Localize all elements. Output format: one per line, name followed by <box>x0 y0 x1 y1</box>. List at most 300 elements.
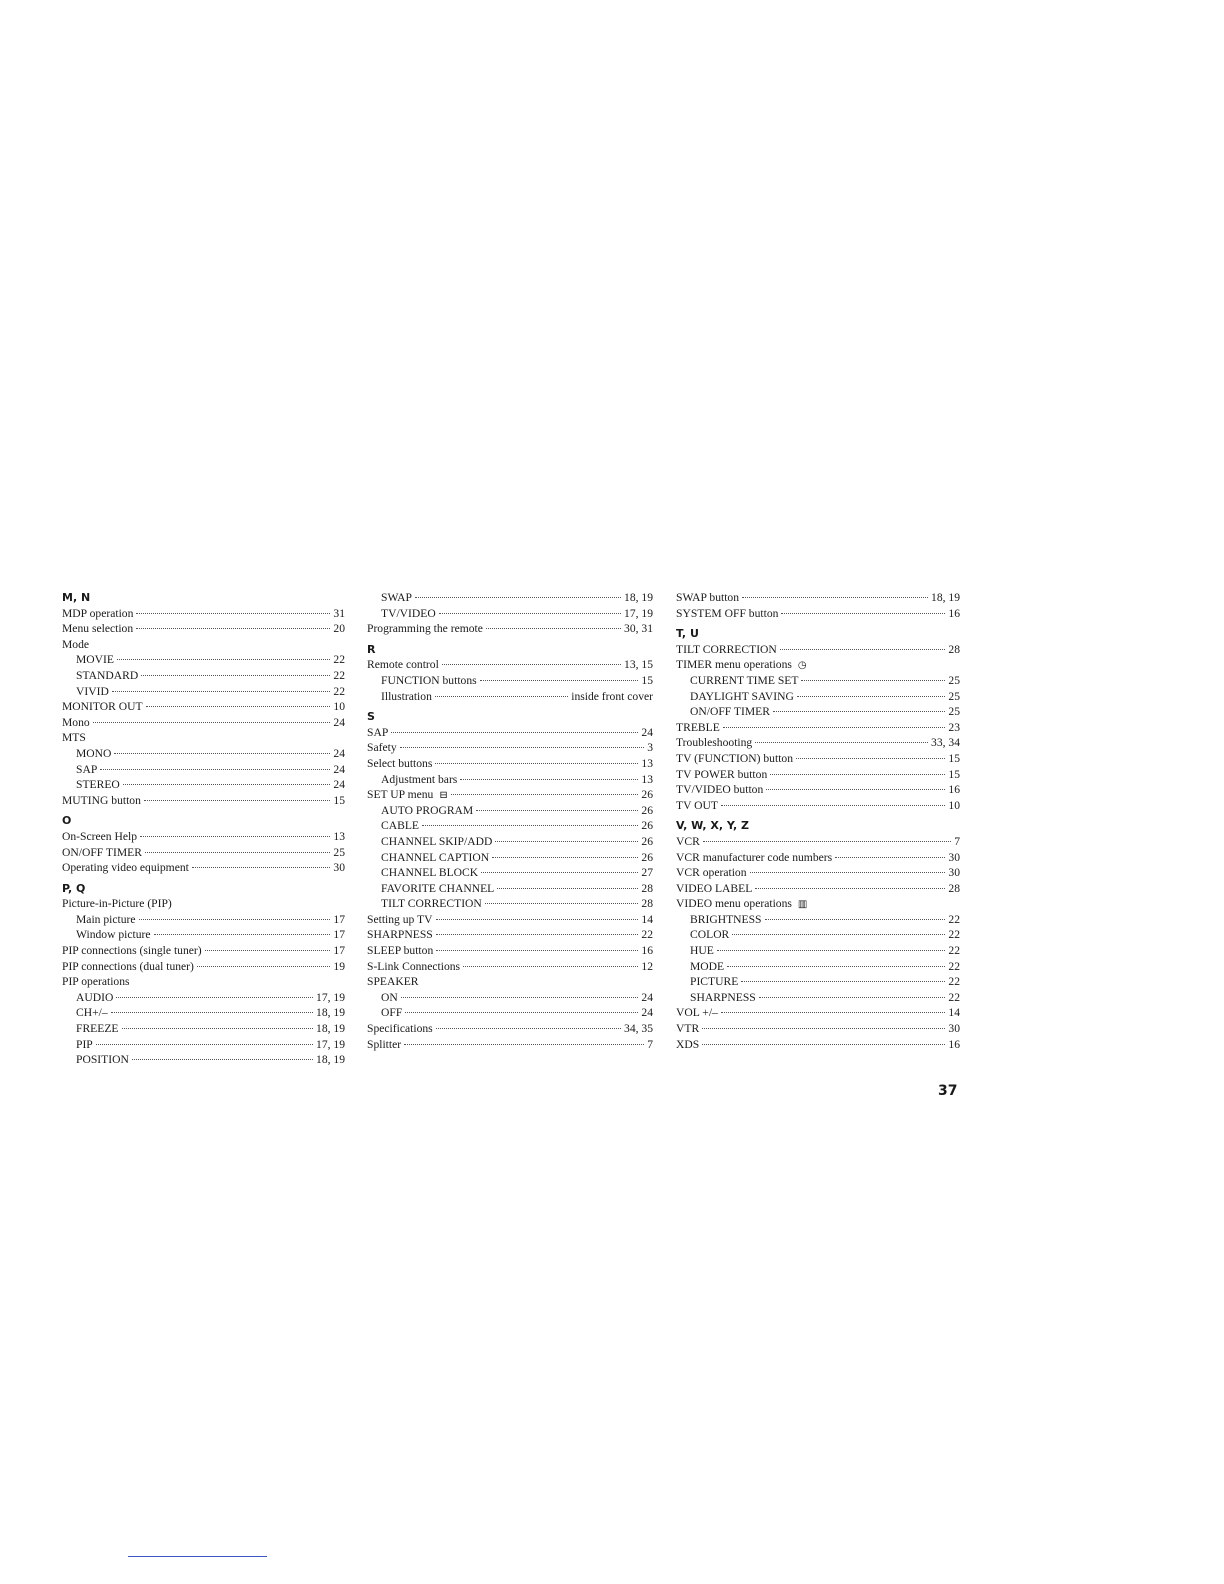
leader-dots <box>192 867 331 868</box>
index-entry <box>676 834 960 850</box>
entry-label: SET UP menu <box>367 788 434 802</box>
entry-page-ref: 20 <box>333 622 345 636</box>
entry-label: VIDEO LABEL <box>676 881 753 895</box>
leader-dots <box>770 774 945 775</box>
leader-dots <box>205 950 331 951</box>
entry-label: CHANNEL BLOCK <box>381 866 479 880</box>
entry-label: Remote control <box>367 658 439 672</box>
entry-label: Mode <box>62 637 90 651</box>
entry-label: VCR operation <box>676 866 747 880</box>
index-subentry <box>367 772 653 788</box>
leader-dots <box>404 1044 644 1045</box>
entry-page-ref: 18, 19 <box>931 591 960 604</box>
index-entry <box>676 735 960 751</box>
entry-label: SLEEP button <box>367 944 434 958</box>
leader-dots <box>442 664 621 665</box>
leader-dots <box>401 997 639 998</box>
leader-dots <box>755 742 928 743</box>
entry-page-ref: 17, 19 <box>316 1037 345 1051</box>
leader-dots <box>146 706 331 707</box>
index-entry <box>676 720 960 736</box>
leader-dots <box>93 722 331 723</box>
entry-label: TILT CORRECTION <box>381 897 482 911</box>
entry-page-ref: 28 <box>641 881 653 895</box>
index-entry <box>367 756 653 772</box>
index-entry <box>676 590 960 606</box>
leader-dots <box>439 613 621 614</box>
leader-dots <box>476 810 638 811</box>
index-subentry <box>62 927 345 943</box>
leader-dots <box>766 789 945 790</box>
entry-page-ref: 33, 34 <box>931 736 960 750</box>
leader-dots <box>132 1059 313 1060</box>
index-subentry <box>62 777 345 793</box>
index-subentry <box>367 990 653 1006</box>
entry-label: VCR manufacturer code numbers <box>676 850 833 864</box>
leader-dots <box>703 841 951 842</box>
entry-page-ref: 25 <box>948 673 960 687</box>
index-subentry <box>367 865 653 881</box>
entry-page-ref: 26 <box>641 803 653 817</box>
entry-page-ref: 26 <box>641 819 653 833</box>
entry-page-ref: 30 <box>948 866 960 880</box>
entry-label: VCR <box>676 834 700 848</box>
index-subentry <box>62 762 345 778</box>
leader-dots <box>460 779 638 780</box>
index-subentry <box>62 1052 345 1068</box>
leader-dots <box>702 1028 945 1029</box>
index-subentry <box>676 912 960 928</box>
entry-page-ref: 14 <box>641 912 653 926</box>
entry-page-ref: 34, 35 <box>624 1022 653 1036</box>
leader-dots <box>197 966 331 967</box>
leader-dots <box>732 934 945 935</box>
entry-label: MODE <box>690 959 725 973</box>
leader-dots <box>136 628 330 629</box>
entry-page-ref: inside front cover <box>571 689 653 703</box>
entry-label: Specifications <box>367 1022 433 1036</box>
entry-page-ref: 17 <box>333 928 345 942</box>
entry-page-ref: 24 <box>641 725 653 739</box>
entry-label: On-Screen Help <box>62 829 138 843</box>
index-column-1 <box>62 590 345 1068</box>
entry-page-ref: 12 <box>641 959 653 973</box>
entry-label: ON <box>381 990 398 1004</box>
index-subentry <box>676 959 960 975</box>
entry-page-ref: 16 <box>948 606 960 620</box>
entry-page-ref: 22 <box>333 668 345 682</box>
entry-page-ref: 15 <box>641 673 653 687</box>
index-entry <box>676 850 960 866</box>
entry-page-ref: 28 <box>948 881 960 895</box>
entry-page-ref: 26 <box>641 788 653 802</box>
entry-label: PIP connections (single tuner) <box>62 944 202 958</box>
leader-dots <box>780 649 946 650</box>
entry-label: VIVID <box>76 684 109 698</box>
index-subentry <box>367 850 653 866</box>
entry-label: CURRENT TIME SET <box>690 673 799 687</box>
entry-page-ref: 16 <box>641 944 653 958</box>
entry-label: Picture-in-Picture (PIP) <box>62 897 172 911</box>
entry-page-ref: 17 <box>333 912 345 926</box>
index-entry <box>62 974 345 990</box>
index-entry <box>676 1005 960 1021</box>
entry-page-ref: 17, 19 <box>316 990 345 1004</box>
index-entry <box>62 845 345 861</box>
leader-dots <box>750 872 946 873</box>
entry-label: TV/VIDEO button <box>676 783 764 797</box>
entry-label: SHARPNESS <box>367 928 433 942</box>
entry-page-ref: 22 <box>948 990 960 1004</box>
index-entry <box>367 943 653 959</box>
index-subentry <box>367 606 653 622</box>
entry-page-ref: 31 <box>333 606 345 620</box>
entry-page-ref: 10 <box>948 798 960 812</box>
footer-rule <box>128 1556 267 1557</box>
entry-label: ON/OFF TIMER <box>690 705 770 719</box>
leader-dots <box>781 613 945 614</box>
index-subentry <box>676 704 960 720</box>
leader-dots <box>436 919 639 920</box>
index-entry <box>62 829 345 845</box>
leader-dots <box>727 966 945 967</box>
entry-label: DAYLIGHT SAVING <box>690 689 794 703</box>
index-subentry <box>367 818 653 834</box>
entry-label: COLOR <box>690 928 730 942</box>
entry-label: SWAP button <box>676 591 740 604</box>
leader-dots <box>391 732 638 733</box>
entry-page-ref: 30, 31 <box>624 622 653 636</box>
leader-dots <box>835 857 945 858</box>
entry-label: AUTO PROGRAM <box>381 803 474 817</box>
leader-dots <box>144 800 331 801</box>
index-entry <box>676 767 960 783</box>
entry-page-ref: 14 <box>948 1006 960 1020</box>
leader-dots <box>436 950 638 951</box>
page-number: 37 <box>938 1083 958 1099</box>
entry-label: PIP connections (dual tuner) <box>62 959 194 973</box>
entry-label: MTS <box>62 731 86 745</box>
entry-label: TILT CORRECTION <box>676 642 777 656</box>
entry-page-ref: 26 <box>641 850 653 864</box>
entry-label: S-Link Connections <box>367 959 461 973</box>
section-heading: O <box>62 814 72 828</box>
entry-label: FAVORITE CHANNEL <box>381 881 495 895</box>
index-entry <box>62 793 345 809</box>
index-subentry <box>676 673 960 689</box>
entry-label: PIP <box>76 1037 93 1051</box>
leader-dots <box>435 763 638 764</box>
entry-label: MONITOR OUT <box>62 700 143 714</box>
entry-label: VIDEO menu operations <box>676 897 792 911</box>
index-subentry <box>676 927 960 943</box>
entry-label: Illustration <box>381 689 432 703</box>
leader-dots <box>797 696 946 697</box>
index-entry <box>676 881 960 897</box>
entry-label: PIP operations <box>62 975 130 989</box>
leader-dots <box>436 1028 621 1029</box>
entry-label: PICTURE <box>690 975 739 989</box>
entry-page-ref: 24 <box>333 778 345 792</box>
entry-page-ref: 23 <box>948 720 960 734</box>
entry-label: SYSTEM OFF button <box>676 606 779 620</box>
leader-dots <box>702 1044 945 1045</box>
index-entry <box>62 959 345 975</box>
leader-dots <box>486 628 621 629</box>
section-heading: R <box>367 642 376 656</box>
leader-dots <box>400 747 645 748</box>
leader-dots <box>765 919 946 920</box>
leader-dots <box>480 680 639 681</box>
index-entry <box>676 606 960 622</box>
index-entry <box>367 959 653 975</box>
entry-page-ref: 24 <box>333 715 345 729</box>
index-subentry <box>676 689 960 705</box>
entry-page-ref: 26 <box>641 834 653 848</box>
entry-label: MDP operation <box>62 606 134 620</box>
index-entry <box>62 896 345 912</box>
entry-label: XDS <box>676 1037 700 1051</box>
index-subentry <box>367 673 653 689</box>
leader-dots <box>495 841 638 842</box>
toolbox-icon: ⊟ <box>439 790 448 802</box>
index-entry <box>62 860 345 876</box>
entry-page-ref: 22 <box>948 928 960 942</box>
entry-page-ref: 22 <box>948 975 960 989</box>
entry-label: TV OUT <box>676 798 718 812</box>
entry-page-ref: 24 <box>333 746 345 760</box>
leader-dots <box>140 836 330 837</box>
index-entry <box>367 657 653 673</box>
entry-page-ref: 22 <box>333 653 345 667</box>
entry-label: Menu selection <box>62 622 134 636</box>
index-entry <box>62 943 345 959</box>
index-subentry <box>62 990 345 1006</box>
entry-label: Splitter <box>367 1037 402 1051</box>
leader-dots <box>111 1012 313 1013</box>
entry-label: STEREO <box>76 778 120 792</box>
index-entry <box>676 782 960 798</box>
entry-label: SWAP <box>381 591 412 604</box>
index-entry <box>367 740 653 756</box>
leader-dots <box>485 903 639 904</box>
section-heading: S <box>367 710 375 724</box>
leader-dots <box>154 934 331 935</box>
index-subentry <box>62 1005 345 1021</box>
entry-page-ref: 18, 19 <box>316 1022 345 1036</box>
index-entry <box>367 725 653 741</box>
index-entry <box>676 642 960 658</box>
entry-label: Setting up TV <box>367 912 433 926</box>
leader-dots <box>801 680 945 681</box>
entry-page-ref: 15 <box>948 751 960 765</box>
leader-dots <box>122 1028 314 1029</box>
index-subentry <box>62 746 345 762</box>
entry-label: Programming the remote <box>367 622 483 636</box>
entry-page-ref: 18, 19 <box>316 1053 345 1067</box>
entry-label: POSITION <box>76 1053 129 1067</box>
leader-dots <box>136 613 330 614</box>
leader-dots <box>436 934 639 935</box>
entry-label: Window picture <box>76 928 151 942</box>
index-entry <box>62 730 345 746</box>
entry-label: STANDARD <box>76 668 139 682</box>
entry-page-ref: 13 <box>641 772 653 786</box>
entry-page-ref: 24 <box>641 1006 653 1020</box>
index-subentry <box>62 668 345 684</box>
entry-page-ref: 13, 15 <box>624 658 653 672</box>
index-entry <box>367 1021 653 1037</box>
entry-label: BRIGHTNESS <box>690 912 762 926</box>
section-heading: P, Q <box>62 881 86 895</box>
entry-page-ref: 13 <box>333 829 345 843</box>
index-entry <box>367 621 653 637</box>
entry-page-ref: 25 <box>948 689 960 703</box>
entry-page-ref: 19 <box>333 959 345 973</box>
index-entry <box>676 1021 960 1037</box>
leader-dots <box>116 997 313 998</box>
entry-label: FUNCTION buttons <box>381 673 477 687</box>
index-entry <box>62 715 345 731</box>
index-subentry <box>676 943 960 959</box>
entry-page-ref: 15 <box>333 793 345 807</box>
leader-dots <box>405 1012 638 1013</box>
entry-page-ref: 22 <box>333 684 345 698</box>
leader-dots <box>481 872 638 873</box>
leader-dots <box>422 825 638 826</box>
entry-label: MOVIE <box>76 653 114 667</box>
entry-page-ref: 13 <box>641 756 653 770</box>
leader-dots <box>755 888 945 889</box>
entry-page-ref: 30 <box>333 861 345 875</box>
entry-label: SAP <box>76 762 98 776</box>
index-subentry <box>367 590 653 606</box>
entry-label: SHARPNESS <box>690 990 756 1004</box>
entry-page-ref: 22 <box>948 944 960 958</box>
index-entry <box>676 896 960 912</box>
entry-page-ref: 16 <box>948 783 960 797</box>
index-subentry <box>367 881 653 897</box>
index-entry <box>676 751 960 767</box>
entry-label: SPEAKER <box>367 975 419 989</box>
leader-dots <box>139 919 331 920</box>
entry-page-ref: 25 <box>948 705 960 719</box>
entry-label: TV POWER button <box>676 767 768 781</box>
entry-page-ref: 18, 19 <box>316 1006 345 1020</box>
entry-label: MONO <box>76 746 112 760</box>
entry-label: Troubleshooting <box>676 736 753 750</box>
index-entry <box>367 927 653 943</box>
entry-label: Operating video equipment <box>62 861 189 875</box>
section-heading: V, W, X, Y, Z <box>676 819 749 833</box>
entry-label: Mono <box>62 715 90 729</box>
entry-label: MUTING button <box>62 793 141 807</box>
video-menu-icon: ▥ <box>797 899 808 911</box>
entry-page-ref: 22 <box>948 959 960 973</box>
leader-dots <box>717 950 946 951</box>
leader-dots <box>723 727 946 728</box>
entry-page-ref: 3 <box>647 741 653 755</box>
entry-label: Main picture <box>76 912 136 926</box>
clock-icon: ◷ <box>797 660 807 672</box>
entry-label: Safety <box>367 741 397 755</box>
index-entry <box>62 699 345 715</box>
entry-page-ref: 24 <box>333 762 345 776</box>
index-subentry <box>367 834 653 850</box>
index-entry <box>62 637 345 653</box>
leader-dots <box>742 597 928 598</box>
leader-dots <box>100 769 330 770</box>
entry-label: AUDIO <box>76 990 114 1004</box>
leader-dots <box>492 857 638 858</box>
leader-dots <box>796 758 945 759</box>
entry-page-ref: 17 <box>333 944 345 958</box>
entry-page-ref: 7 <box>954 834 960 848</box>
leader-dots <box>145 852 330 853</box>
entry-label: VOL +/– <box>676 1006 718 1020</box>
entry-label: VTR <box>676 1022 700 1036</box>
index-entry <box>676 657 960 673</box>
index-entry <box>367 787 653 803</box>
entry-page-ref: 22 <box>948 912 960 926</box>
leader-dots <box>721 805 945 806</box>
index-entry <box>62 621 345 637</box>
entry-page-ref: 25 <box>333 845 345 859</box>
index-entry <box>62 606 345 622</box>
entry-page-ref: 16 <box>948 1037 960 1051</box>
entry-page-ref: 10 <box>333 700 345 714</box>
entry-label: CHANNEL CAPTION <box>381 850 490 864</box>
index-column-3 <box>676 590 960 1052</box>
section-heading: M, N <box>62 591 91 604</box>
entry-page-ref: 28 <box>948 642 960 656</box>
leader-dots <box>96 1044 313 1045</box>
index-subentry <box>676 974 960 990</box>
leader-dots <box>759 997 946 998</box>
entry-page-ref: 15 <box>948 767 960 781</box>
leader-dots <box>497 888 638 889</box>
entry-label: Select buttons <box>367 756 433 770</box>
entry-page-ref: 24 <box>641 990 653 1004</box>
index-entry <box>676 798 960 814</box>
index-subentry <box>62 1037 345 1053</box>
index-subentry <box>367 803 653 819</box>
leader-dots <box>415 597 621 598</box>
entry-label: CHANNEL SKIP/ADD <box>381 834 493 848</box>
index-entry <box>367 974 653 990</box>
entry-label: ON/OFF TIMER <box>62 845 142 859</box>
entry-label: TREBLE <box>676 720 720 734</box>
entry-label: HUE <box>690 944 714 958</box>
entry-page-ref: 28 <box>641 897 653 911</box>
index-subentry <box>367 1005 653 1021</box>
entry-label: SAP <box>367 725 389 739</box>
entry-page-ref: 7 <box>647 1037 653 1051</box>
leader-dots <box>123 784 331 785</box>
index-entry <box>676 1037 960 1053</box>
index-entry <box>367 1037 653 1053</box>
entry-page-ref: 30 <box>948 850 960 864</box>
entry-label: FREEZE <box>76 1022 119 1036</box>
entry-page-ref: 27 <box>641 866 653 880</box>
leader-dots <box>463 966 638 967</box>
section-heading: T, U <box>676 627 699 641</box>
leader-dots <box>114 753 330 754</box>
leader-dots <box>741 981 945 982</box>
index-entry <box>367 912 653 928</box>
entry-label: OFF <box>381 1006 403 1020</box>
index-subentry <box>62 912 345 928</box>
